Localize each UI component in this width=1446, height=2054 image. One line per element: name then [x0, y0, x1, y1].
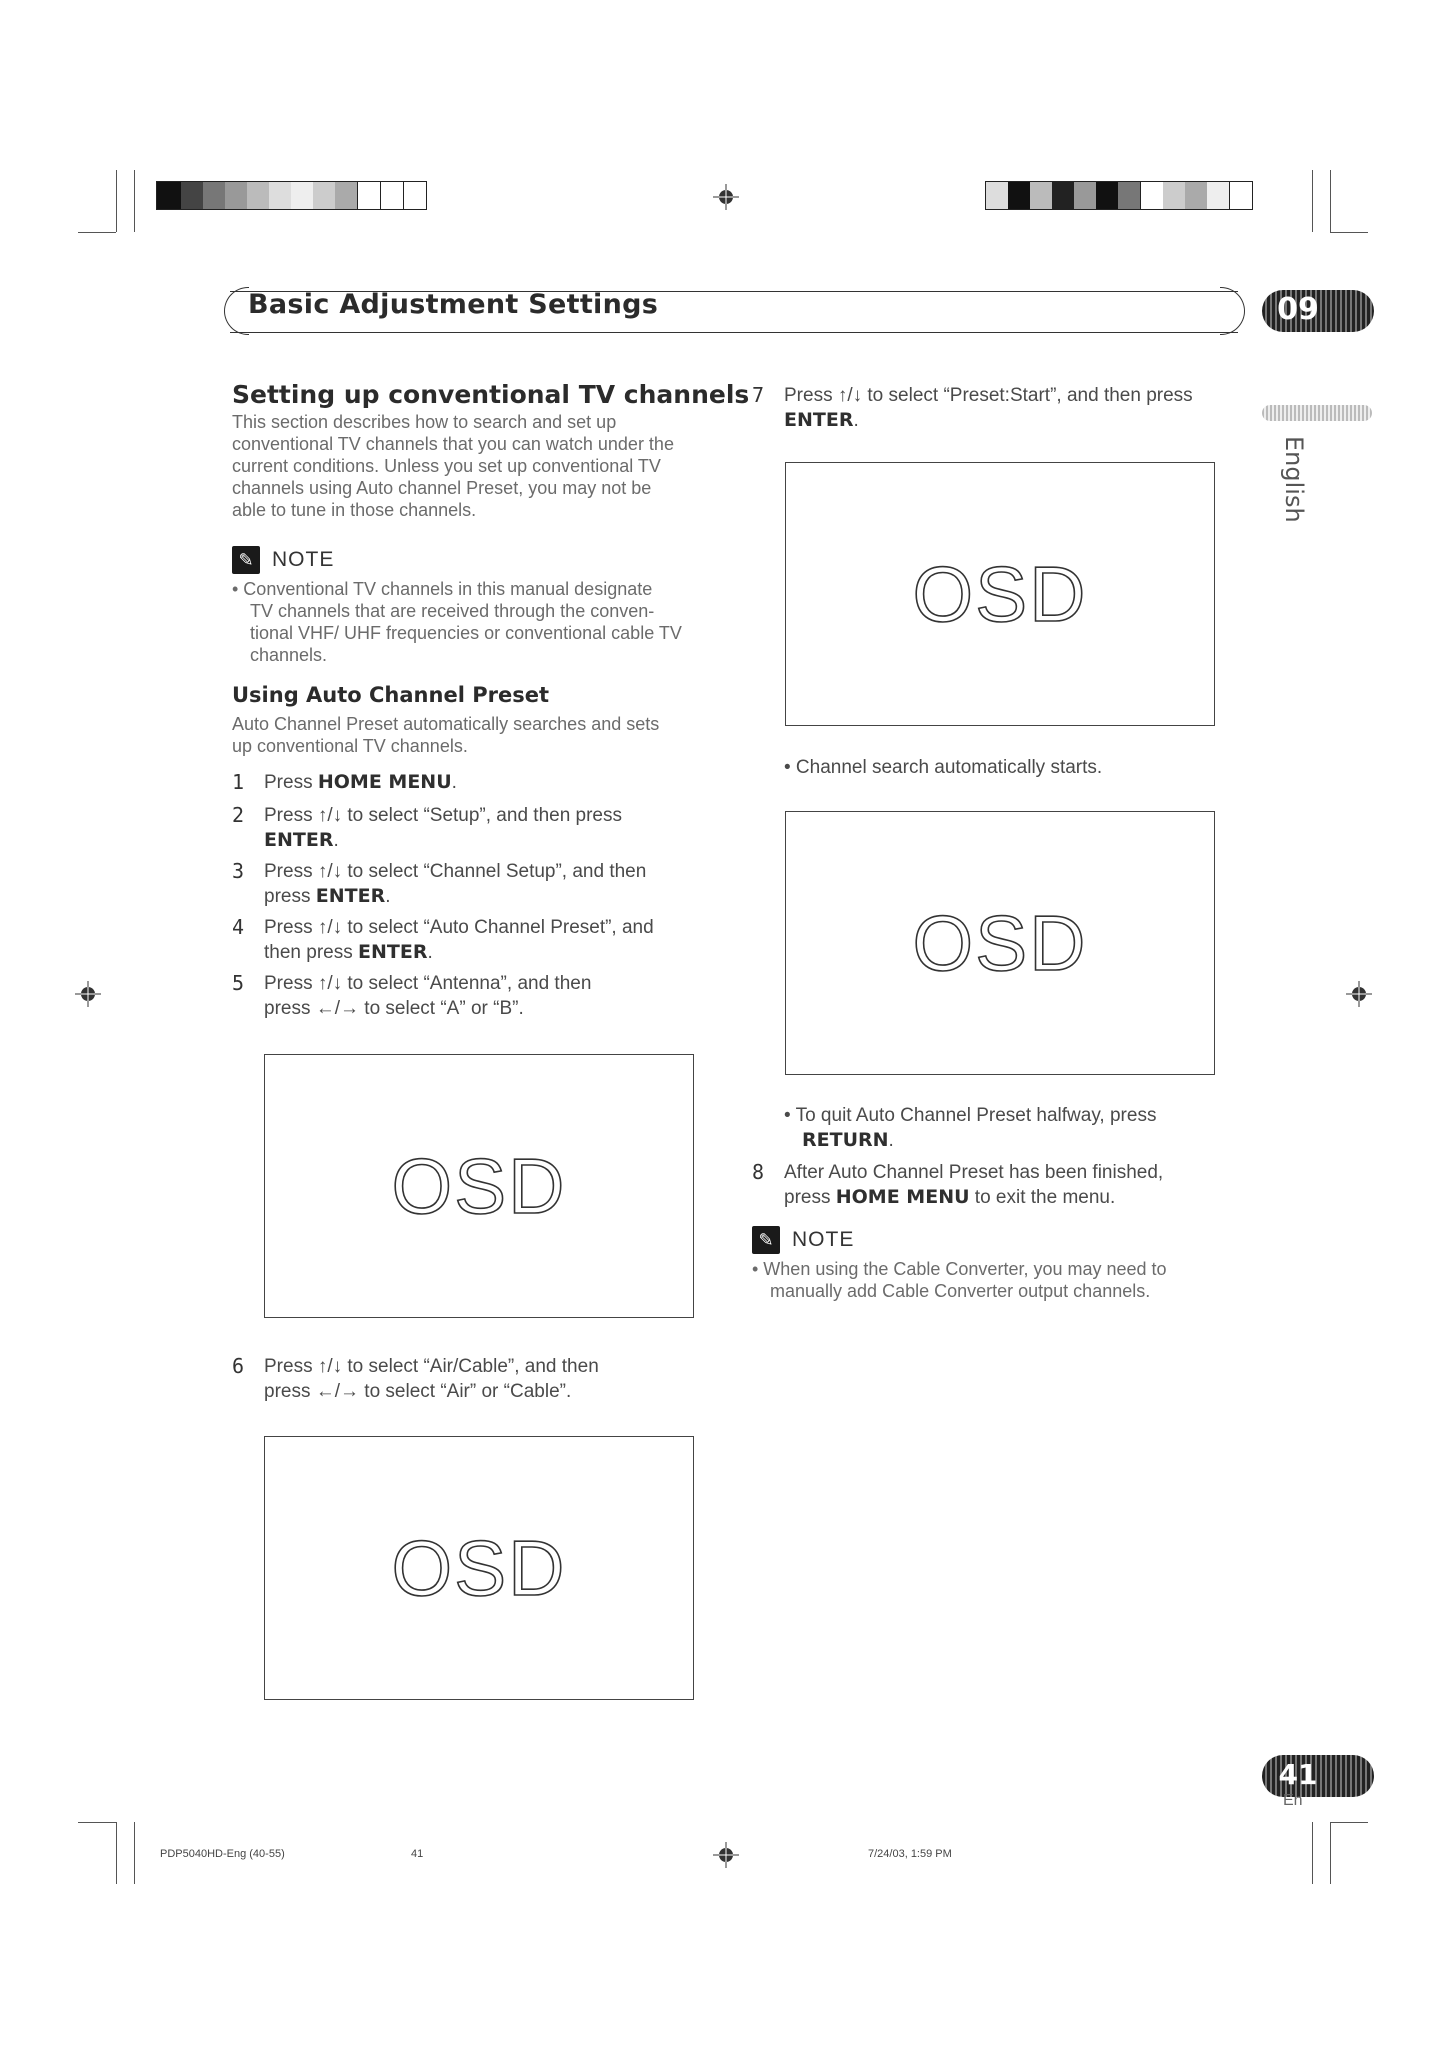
language-tab-stripe	[1262, 405, 1372, 421]
crop-mark	[116, 1822, 117, 1884]
note-label: NOTE	[272, 548, 335, 571]
crop-mark	[1330, 232, 1368, 233]
osd-screen-placeholder: OSD	[785, 462, 1215, 726]
pencil-note-icon: ✎	[752, 1226, 780, 1254]
note-header	[752, 1226, 854, 1254]
crop-mark	[1330, 1822, 1331, 1884]
bullet-quit-preset: • To quit Auto Channel Preset halfway, press RETURN.	[784, 1105, 1157, 1151]
section-intro: This section describes how to search and set up conventional TV channels that you can watch under the current conditions. Unless you set up conventional TV channels using Auto channel Preset, you may not be able to tune in those channels.	[232, 412, 674, 520]
osd-screen-placeholder: OSD	[264, 1436, 694, 1700]
subsection-title: Using Auto Channel Preset	[232, 683, 549, 707]
footer-timestamp: 7/24/03, 1:59 PM	[868, 1848, 952, 1860]
note-text: • Conventional TV channels in this manual designate TV channels that are received through the conven- tional VHF/ UHF frequencies or conventional cable TV channels.	[232, 579, 682, 665]
language-tab-label: English	[1280, 436, 1308, 523]
crop-mark	[116, 170, 117, 232]
header-bracket-right	[1220, 287, 1245, 335]
registration-target-icon	[713, 1842, 739, 1868]
crop-mark	[1312, 1822, 1313, 1884]
chapter-number: 09	[1277, 292, 1319, 327]
note-text: • When using the Cable Converter, you may need to manually add Cable Converter output channels.	[752, 1259, 1167, 1301]
crop-mark	[1312, 170, 1313, 232]
bullet-channel-search: • Channel search automatically starts.	[784, 757, 1103, 778]
footer-file-name: PDP5040HD-Eng (40-55)	[160, 1848, 285, 1860]
note-header	[232, 546, 334, 574]
crop-mark	[78, 232, 116, 233]
registration-bar-right	[985, 181, 1253, 210]
crop-mark	[134, 170, 135, 232]
crop-mark	[1330, 170, 1331, 232]
osd-screen-placeholder: OSD	[264, 1054, 694, 1318]
registration-target-icon	[1346, 981, 1372, 1007]
crop-mark	[78, 1822, 116, 1823]
crop-mark	[134, 1822, 135, 1884]
page-number: 41	[1278, 1758, 1318, 1791]
header-title: Basic Adjustment Settings	[248, 289, 659, 320]
osd-screen-placeholder: OSD	[785, 811, 1215, 1075]
note-label: NOTE	[792, 1228, 855, 1251]
pencil-note-icon: ✎	[232, 546, 260, 574]
section-title: Setting up conventional TV channels	[232, 380, 750, 409]
subsection-intro: Auto Channel Preset automatically searches and sets up conventional TV channels.	[232, 714, 660, 756]
registration-bar-left	[156, 181, 427, 210]
registration-target-icon	[75, 981, 101, 1007]
footer-page: 41	[411, 1848, 424, 1860]
page-language-code: En	[1283, 1792, 1303, 1809]
crop-mark	[1330, 1822, 1368, 1823]
registration-target-icon	[713, 184, 739, 210]
